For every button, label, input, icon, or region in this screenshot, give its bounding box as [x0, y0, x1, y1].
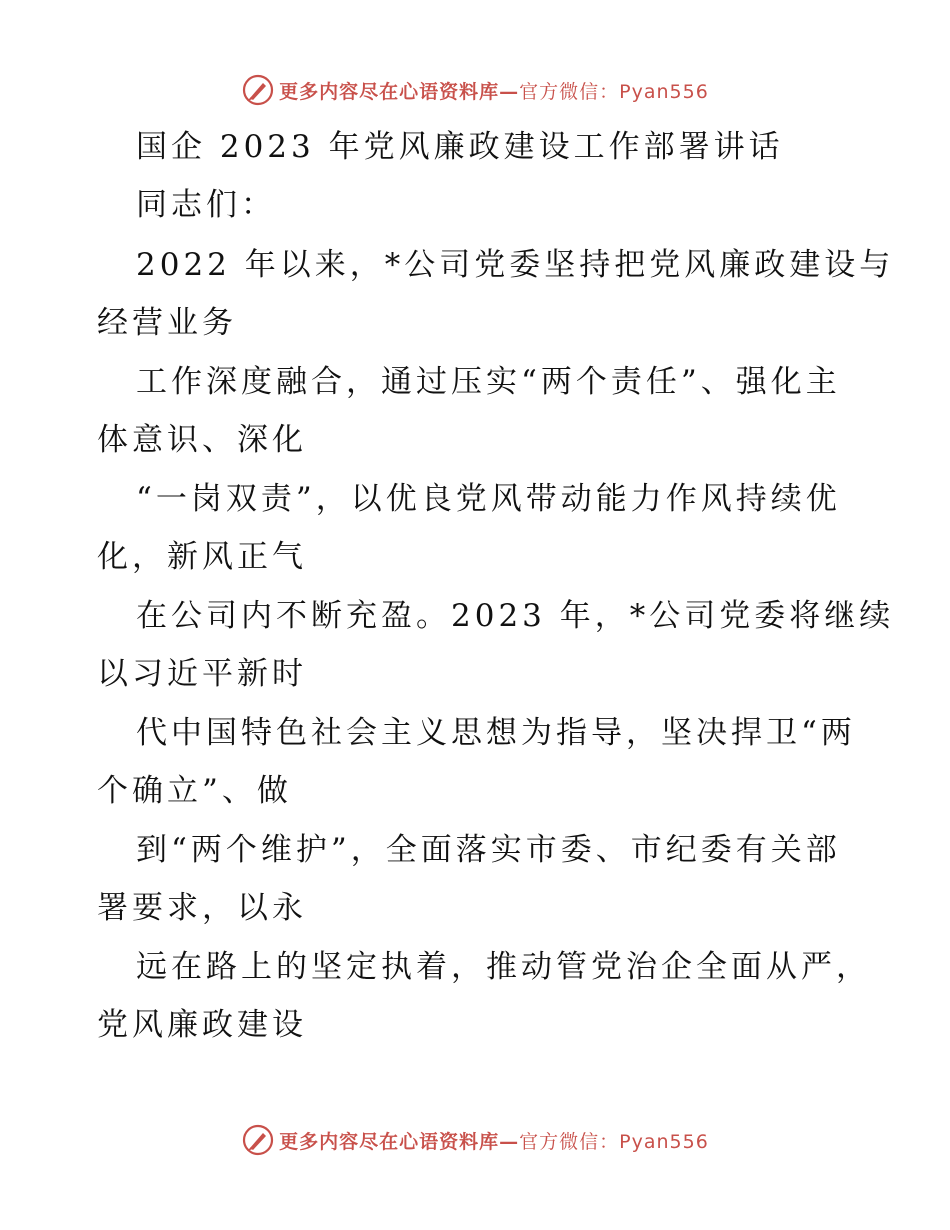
pen-logo-icon: [241, 73, 275, 107]
watermark-wechat: 官方微信：Pyan556: [519, 1130, 709, 1153]
watermark-text: [279, 77, 709, 104]
paragraph-line: 到“两个维护”，全面落实市委、市纪委有关部: [136, 832, 841, 868]
paragraph-line: 经营业务: [97, 305, 237, 341]
paragraph-line: 在公司内不断充盈。2023 年，*公司党委将继续: [136, 598, 895, 634]
pen-logo-icon: [241, 1123, 275, 1157]
paragraph-line: 工作深度融合，通过压实“两个责任”、强化主: [136, 364, 841, 400]
header-watermark: [0, 70, 950, 110]
watermark-separator: —: [499, 1130, 520, 1153]
paragraph-line: 体意识、深化: [97, 422, 307, 458]
watermark-site: 更多内容尽在心语资料库: [279, 1130, 500, 1153]
paragraph-line: 化，新风正气: [97, 539, 307, 575]
paragraph-line: “一岗双责”，以优良党风带动能力作风持续优: [136, 481, 841, 517]
greeting: 同志们：: [136, 187, 276, 223]
paragraph-line: 代中国特色社会主义思想为指导，坚决捍卫“两: [136, 715, 856, 751]
paragraph-line: 远在路上的坚定执着，推动管党治企全面从严，: [136, 949, 871, 985]
paragraph-line: 2022 年以来，*公司党委坚持把党风廉政建设与: [136, 247, 895, 283]
watermark-wechat: 官方微信：Pyan556: [519, 80, 709, 103]
watermark-site: 更多内容尽在心语资料库: [279, 80, 500, 103]
watermark-separator: —: [499, 80, 520, 103]
paragraph-line: 以习近平新时: [97, 656, 307, 692]
watermark-text: [279, 1127, 709, 1154]
paragraph-line: 个确立”、做: [97, 773, 292, 809]
paragraph-line: 党风廉政建设: [97, 1007, 307, 1043]
document-title: 国企 2023 年党风廉政建设工作部署讲话: [136, 129, 784, 165]
paragraph-line: 署要求，以永: [97, 890, 307, 926]
footer-watermark: [0, 1120, 950, 1160]
